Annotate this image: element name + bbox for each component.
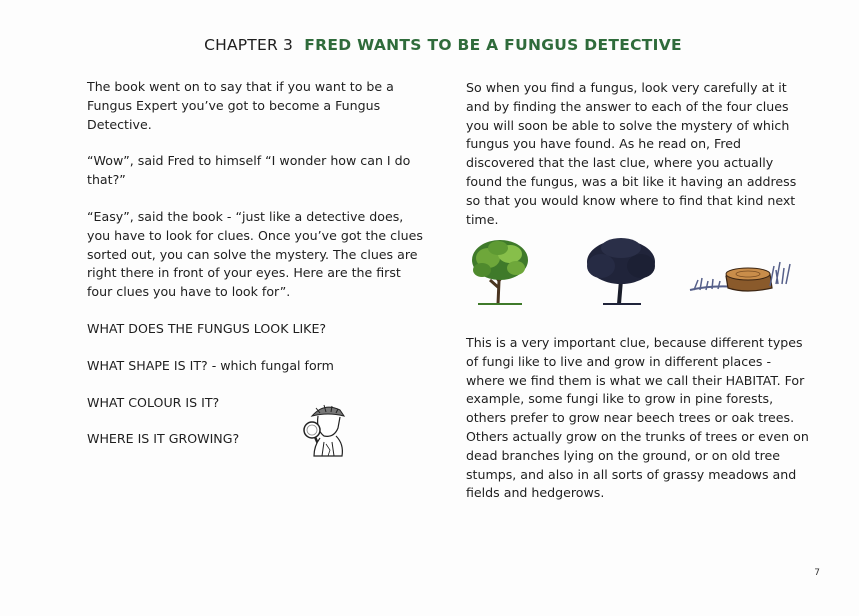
left-column	[87, 78, 427, 467]
right-column	[466, 79, 812, 229]
clue-item: WHAT SHAPE IS IT? - which fungal form	[87, 357, 334, 373]
chapter-title: FRED WANTS TO BE A FUNGUS DETECTIVE	[304, 36, 682, 54]
paragraph: “Wow”, said Fred to himself “I wonder how can I do that?”	[87, 153, 411, 188]
detective-magnifier-icon	[298, 400, 354, 462]
clue-item: WHAT COLOUR IS IT?	[87, 394, 220, 410]
paragraph: “Easy”, said the book - “just like a detective does, you have to look for clues. Once you’ve got the clues sorted out, you can solve the mystery. The clues are right there in front of your eyes. Here are the first four clues you have to look for”.	[87, 208, 423, 300]
clue-item: WHERE IS IT GROWING?	[87, 431, 240, 447]
chapter-heading	[0, 36, 859, 54]
page-number: 7	[814, 568, 820, 578]
paragraph: The book went on to say that if you want to be a Fungus Expert you’ve got to become a Fungus Detective.	[87, 79, 394, 132]
clue-item: WHAT DOES THE FUNGUS LOOK LIKE?	[87, 320, 327, 336]
chapter-number: CHAPTER 3	[204, 36, 294, 54]
right-column-lower	[466, 334, 812, 503]
green-tree-icon	[468, 236, 532, 306]
paragraph: So when you find a fungus, look very carefully at it and by finding the answer to each of the four clues you will soon be able to solve the mystery of which fungus you have found. As he read on, Fred discovered that the last clue, where you actually found the fungus, was a bit like it having an address so that you would know where to find that kind next time.	[466, 80, 797, 227]
tree-stump-icon	[686, 254, 792, 298]
dark-oak-tree-icon	[583, 236, 661, 306]
paragraph: This is a very important clue, because different types of fungi like to live and grow in different places - where we find them is what we call their HABITAT. For example, some fungi like to grow in pine forests, others prefer to grow near beech trees or oak trees. Others actually grow on the trunks of trees or even on dead branches lying on the ground, or on old tree stumps, and also in all sorts of grassy meadows and fields and hedgerows.	[466, 335, 809, 501]
